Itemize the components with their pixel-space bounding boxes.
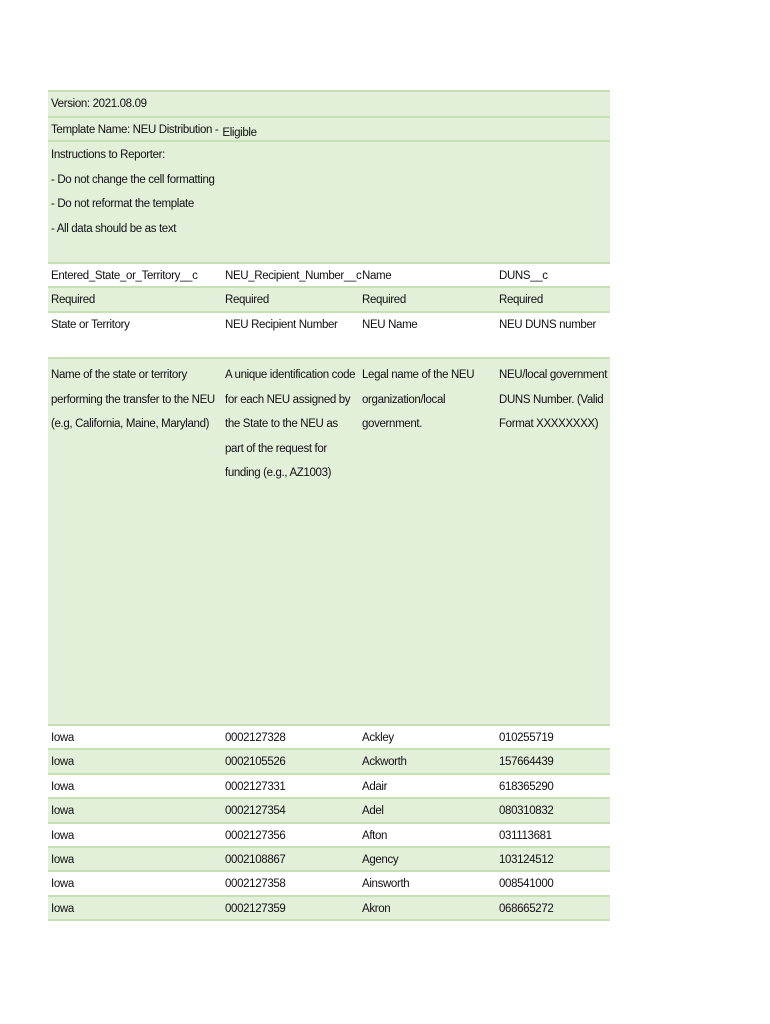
column-label-cell: NEU DUNS number (499, 319, 596, 331)
state-cell: Iowa (51, 780, 74, 793)
recipient-number-cell: 0002127328 (225, 732, 286, 744)
spreadsheet (48, 90, 610, 921)
neu-name-cell: Afton (362, 829, 388, 842)
state-cell: Iowa (51, 756, 74, 769)
duns-cell: 031113681 (499, 829, 552, 842)
field-name-cell: Entered_State_or_Territory__c (51, 270, 198, 282)
neu-name-cell: Ainsworth (362, 878, 410, 891)
state-cell: Iowa (51, 829, 74, 842)
state-cell: Iowa (51, 805, 74, 818)
field-name-cell: Name (362, 270, 392, 282)
description-cell: Legal name of the NEU organization/local government. (362, 369, 475, 430)
instruction-item: - Do not reformat the template (51, 198, 194, 210)
table-row (48, 724, 610, 748)
description-cell: A unique identification code for each NEU assigned by the State to the NEU as part of the request for funding (e.g., AZ1003) (225, 369, 356, 479)
template-name-suffix: Eligible (222, 127, 257, 139)
table-row (48, 895, 610, 921)
recipient-number-cell: 0002108867 (225, 853, 286, 866)
duns-cell: 010255719 (499, 732, 554, 744)
duns-cell: 080310832 (499, 805, 554, 818)
version-row (48, 90, 610, 116)
description-cell: Name of the state or territory performing the transfer to the NEU (e.g, California, Maine, Maryland) (51, 369, 215, 430)
table-row (48, 797, 610, 821)
descriptions-row (48, 357, 610, 724)
description-cell: NEU/local government DUNS Number. (Valid Format XXXXXXXX) (499, 369, 608, 430)
field-name-cell: DUNS__c (499, 270, 548, 282)
duns-cell: 068665272 (499, 902, 554, 915)
template-name-row (48, 116, 610, 140)
state-cell: Iowa (51, 732, 74, 744)
required-row (48, 286, 610, 313)
neu-name-cell: Ackworth (362, 756, 407, 769)
template-name-cell: Template Name: NEU Distribution - (51, 124, 219, 136)
neu-name-cell: Adair (362, 780, 388, 793)
table-row (48, 773, 610, 797)
duns-cell: 008541000 (499, 878, 554, 891)
instructions-title: Instructions to Reporter: (51, 149, 165, 161)
table-row (48, 748, 610, 772)
neu-name-cell: Adel (362, 805, 384, 818)
state-cell: Iowa (51, 878, 74, 891)
column-label-cell: NEU Name (362, 319, 418, 331)
version-cell: Version: 2021.08.09 (51, 98, 147, 110)
instructions-row (48, 140, 610, 262)
recipient-number-cell: 0002105526 (225, 756, 286, 769)
required-cell: Required (499, 294, 543, 306)
duns-cell: 618365290 (499, 780, 554, 793)
neu-name-cell: Ackley (362, 732, 394, 744)
instruction-item: - Do not change the cell formatting (51, 173, 215, 186)
table-row (48, 846, 610, 870)
table-row (48, 870, 610, 894)
state-cell: Iowa (51, 902, 74, 915)
neu-name-cell: Agency (362, 853, 399, 866)
duns-cell: 157664439 (499, 756, 554, 769)
column-label-cell: NEU Recipient Number (225, 319, 338, 331)
neu-name-cell: Akron (362, 902, 391, 915)
recipient-number-cell: 0002127358 (225, 878, 286, 891)
required-cell: Required (362, 294, 406, 306)
required-cell: Required (51, 294, 95, 306)
recipient-number-cell: 0002127354 (225, 805, 286, 818)
recipient-number-cell: 0002127359 (225, 902, 286, 915)
instruction-item: - All data should be as text (51, 222, 177, 235)
recipient-number-cell: 0002127331 (225, 780, 286, 793)
field-name-cell: NEU_Recipient_Number__c (225, 270, 362, 282)
labels-row (48, 313, 610, 357)
duns-cell: 103124512 (499, 853, 554, 866)
column-label-cell: State or Territory (51, 319, 130, 331)
recipient-number-cell: 0002127356 (225, 829, 286, 842)
required-cell: Required (225, 294, 269, 306)
field-names-row (48, 262, 610, 286)
table-row (48, 822, 610, 846)
state-cell: Iowa (51, 853, 74, 866)
